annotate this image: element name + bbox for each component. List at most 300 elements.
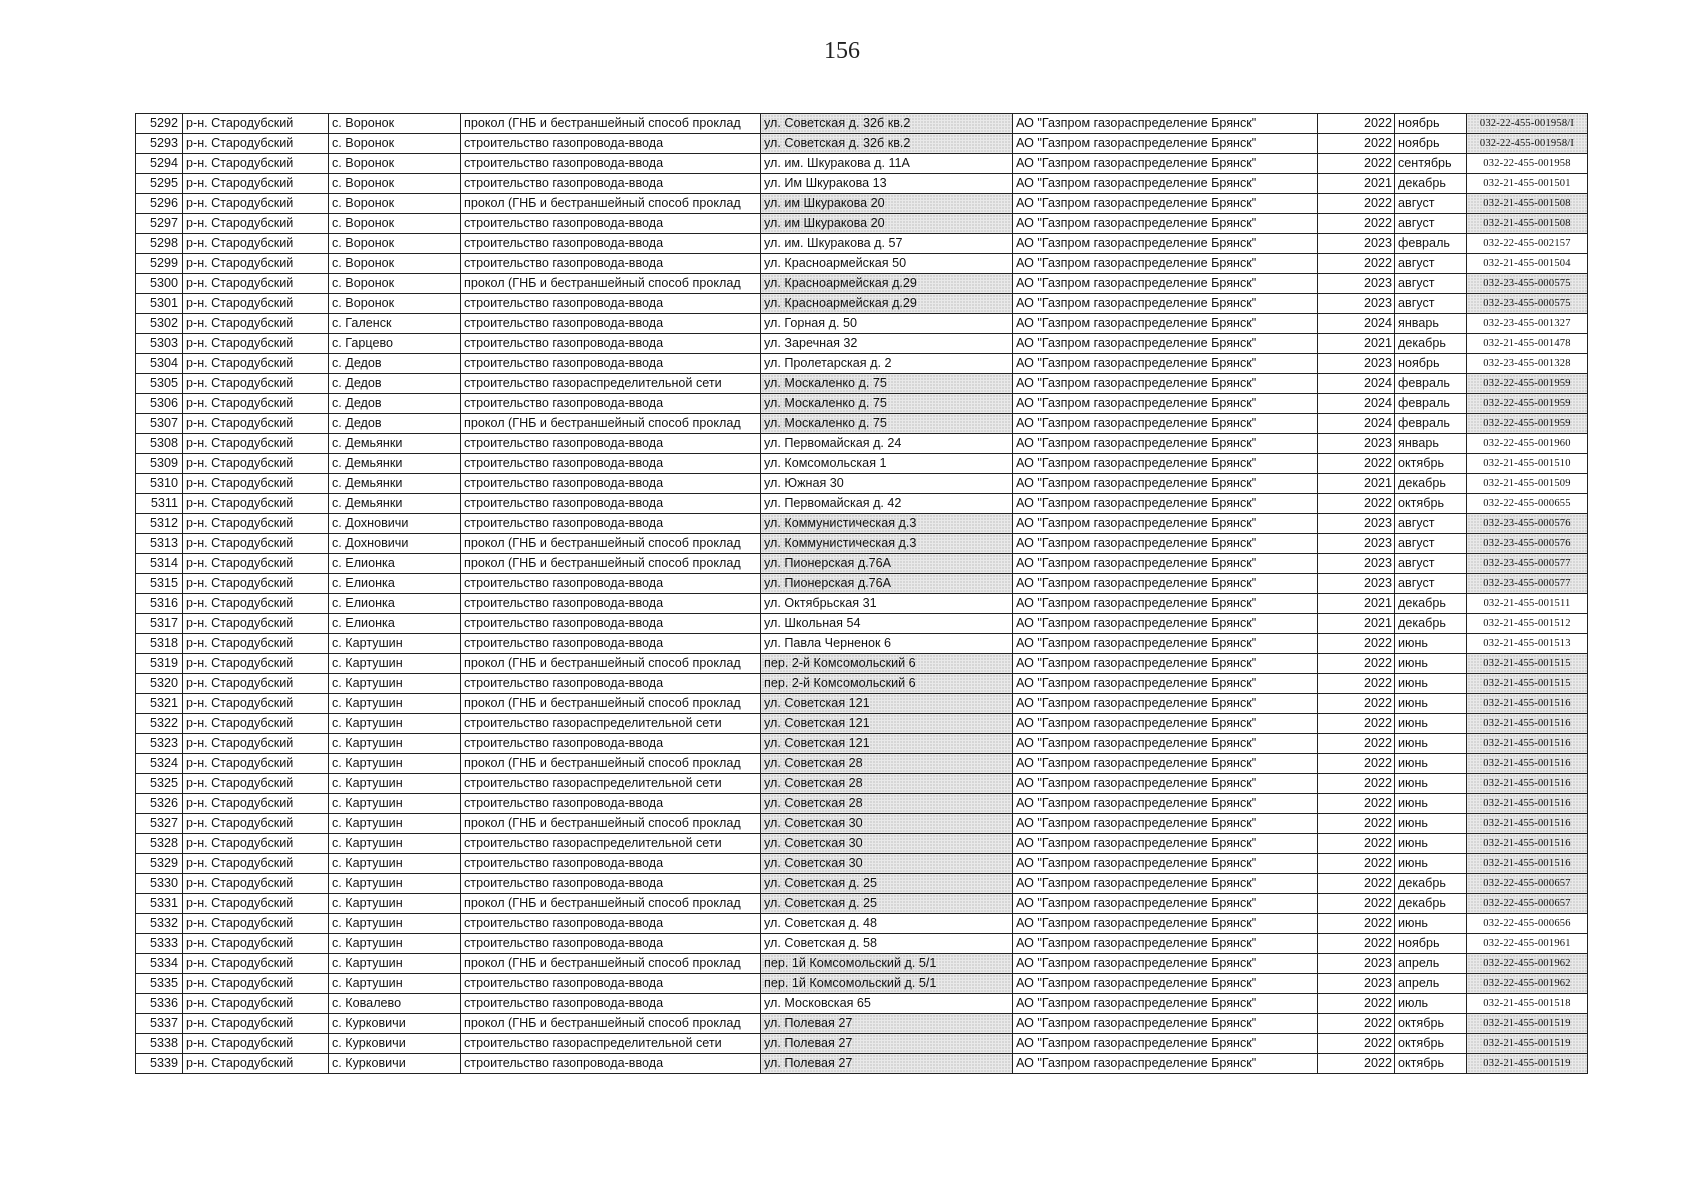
row-number: 5332	[136, 914, 183, 934]
row-number: 5337	[136, 1014, 183, 1034]
company-cell: АО "Газпром газораспределение Брянск"	[1013, 214, 1318, 234]
district-cell: р-н. Стародубский	[183, 274, 329, 294]
village-cell: с. Демьянки	[329, 454, 461, 474]
row-number: 5312	[136, 514, 183, 534]
table-row	[136, 534, 1588, 554]
year-cell: 2021	[1318, 474, 1395, 494]
table-row	[136, 314, 1588, 334]
work-type-cell: прокол (ГНБ и бестраншейный способ проклад	[461, 1014, 761, 1034]
village-cell: с. Картушин	[329, 794, 461, 814]
month-cell: август	[1395, 554, 1467, 574]
village-cell: с. Воронок	[329, 134, 461, 154]
code-cell: 032-22-455-001959	[1467, 394, 1588, 414]
month-cell: август	[1395, 254, 1467, 274]
village-cell: с. Демьянки	[329, 474, 461, 494]
month-cell: декабрь	[1395, 594, 1467, 614]
company-cell: АО "Газпром газораспределение Брянск"	[1013, 934, 1318, 954]
code-cell: 032-22-455-000657	[1467, 894, 1588, 914]
month-cell: ноябрь	[1395, 934, 1467, 954]
district-cell: р-н. Стародубский	[183, 354, 329, 374]
code-cell: 032-22-455-001962	[1467, 974, 1588, 994]
table-row	[136, 774, 1588, 794]
month-cell: июнь	[1395, 714, 1467, 734]
work-type-cell: строительство газопровода-ввода	[461, 234, 761, 254]
company-cell: АО "Газпром газораспределение Брянск"	[1013, 134, 1318, 154]
table-row	[136, 894, 1588, 914]
village-cell: с. Картушин	[329, 714, 461, 734]
work-type-cell: строительство газопровода-ввода	[461, 474, 761, 494]
month-cell: октябрь	[1395, 454, 1467, 474]
year-cell: 2021	[1318, 334, 1395, 354]
year-cell: 2022	[1318, 894, 1395, 914]
address-cell: ул. Первомайская д. 42	[761, 494, 1013, 514]
month-cell: июнь	[1395, 694, 1467, 714]
table-row	[136, 234, 1588, 254]
company-cell: АО "Газпром газораспределение Брянск"	[1013, 154, 1318, 174]
district-cell: р-н. Стародубский	[183, 534, 329, 554]
district-cell: р-н. Стародубский	[183, 374, 329, 394]
table-row	[136, 794, 1588, 814]
year-cell: 2023	[1318, 954, 1395, 974]
company-cell: АО "Газпром газораспределение Брянск"	[1013, 974, 1318, 994]
work-type-cell: прокол (ГНБ и бестраншейный способ проклад	[461, 654, 761, 674]
code-cell: 032-21-455-001516	[1467, 714, 1588, 734]
row-number: 5314	[136, 554, 183, 574]
row-number: 5305	[136, 374, 183, 394]
month-cell: ноябрь	[1395, 114, 1467, 134]
village-cell: с. Воронок	[329, 174, 461, 194]
month-cell: июнь	[1395, 754, 1467, 774]
row-number: 5335	[136, 974, 183, 994]
company-cell: АО "Газпром газораспределение Брянск"	[1013, 254, 1318, 274]
village-cell: с. Дедов	[329, 414, 461, 434]
work-type-cell: прокол (ГНБ и бестраншейный способ проклад	[461, 114, 761, 134]
company-cell: АО "Газпром газораспределение Брянск"	[1013, 674, 1318, 694]
month-cell: декабрь	[1395, 874, 1467, 894]
code-cell: 032-23-455-001328	[1467, 354, 1588, 374]
village-cell: с. Картушин	[329, 814, 461, 834]
company-cell: АО "Газпром газораспределение Брянск"	[1013, 554, 1318, 574]
code-cell: 032-22-455-001960	[1467, 434, 1588, 454]
year-cell: 2022	[1318, 874, 1395, 894]
month-cell: декабрь	[1395, 334, 1467, 354]
village-cell: с. Воронок	[329, 294, 461, 314]
district-cell: р-н. Стародубский	[183, 614, 329, 634]
district-cell: р-н. Стародубский	[183, 714, 329, 734]
address-cell: ул. Полевая 27	[761, 1054, 1013, 1074]
month-cell: июль	[1395, 994, 1467, 1014]
month-cell: январь	[1395, 434, 1467, 454]
code-cell: 032-21-455-001516	[1467, 754, 1588, 774]
work-type-cell: строительство газораспределительной сети	[461, 714, 761, 734]
address-cell: ул. Москаленко д. 75	[761, 374, 1013, 394]
work-type-cell: строительство газопровода-ввода	[461, 434, 761, 454]
code-cell: 032-21-455-001478	[1467, 334, 1588, 354]
table-row	[136, 274, 1588, 294]
company-cell: АО "Газпром газораспределение Брянск"	[1013, 314, 1318, 334]
row-number: 5326	[136, 794, 183, 814]
row-number: 5313	[136, 534, 183, 554]
year-cell: 2022	[1318, 1054, 1395, 1074]
row-number: 5311	[136, 494, 183, 514]
address-cell: ул. Советская 28	[761, 774, 1013, 794]
work-type-cell: строительство газопровода-ввода	[461, 314, 761, 334]
code-cell: 032-21-455-001515	[1467, 654, 1588, 674]
village-cell: с. Картушин	[329, 894, 461, 914]
company-cell: АО "Газпром газораспределение Брянск"	[1013, 434, 1318, 454]
district-cell: р-н. Стародубский	[183, 734, 329, 754]
code-cell: 032-21-455-001511	[1467, 594, 1588, 614]
table-row	[136, 354, 1588, 374]
year-cell: 2024	[1318, 394, 1395, 414]
code-cell: 032-21-455-001516	[1467, 854, 1588, 874]
table-row	[136, 114, 1588, 134]
district-cell: р-н. Стародубский	[183, 634, 329, 654]
table-row	[136, 374, 1588, 394]
year-cell: 2022	[1318, 154, 1395, 174]
village-cell: с. Картушин	[329, 654, 461, 674]
work-type-cell: строительство газопровода-ввода	[461, 614, 761, 634]
village-cell: с. Курковичи	[329, 1034, 461, 1054]
code-cell: 032-21-455-001515	[1467, 674, 1588, 694]
table-row	[136, 834, 1588, 854]
village-cell: с. Воронок	[329, 274, 461, 294]
village-cell: с. Воронок	[329, 254, 461, 274]
row-number: 5320	[136, 674, 183, 694]
company-cell: АО "Газпром газораспределение Брянск"	[1013, 994, 1318, 1014]
work-type-cell: строительство газопровода-ввода	[461, 454, 761, 474]
table-row	[136, 494, 1588, 514]
month-cell: июнь	[1395, 634, 1467, 654]
table-row	[136, 214, 1588, 234]
company-cell: АО "Газпром газораспределение Брянск"	[1013, 194, 1318, 214]
row-number: 5324	[136, 754, 183, 774]
work-type-cell: прокол (ГНБ и бестраншейный способ проклад	[461, 274, 761, 294]
code-cell: 032-21-455-001516	[1467, 774, 1588, 794]
code-cell: 032-22-455-000657	[1467, 874, 1588, 894]
village-cell: с. Курковичи	[329, 1054, 461, 1074]
table-row	[136, 614, 1588, 634]
month-cell: август	[1395, 194, 1467, 214]
table-row	[136, 994, 1588, 1014]
work-type-cell: строительство газопровода-ввода	[461, 134, 761, 154]
work-type-cell: строительство газопровода-ввода	[461, 394, 761, 414]
year-cell: 2024	[1318, 374, 1395, 394]
year-cell: 2024	[1318, 314, 1395, 334]
month-cell: октябрь	[1395, 1034, 1467, 1054]
year-cell: 2021	[1318, 174, 1395, 194]
work-type-cell: строительство газопровода-ввода	[461, 994, 761, 1014]
month-cell: август	[1395, 574, 1467, 594]
company-cell: АО "Газпром газораспределение Брянск"	[1013, 394, 1318, 414]
month-cell: август	[1395, 274, 1467, 294]
table-row	[136, 514, 1588, 534]
row-number: 5318	[136, 634, 183, 654]
row-number: 5301	[136, 294, 183, 314]
month-cell: август	[1395, 214, 1467, 234]
company-cell: АО "Газпром газораспределение Брянск"	[1013, 1034, 1318, 1054]
code-cell: 032-21-455-001509	[1467, 474, 1588, 494]
company-cell: АО "Газпром газораспределение Брянск"	[1013, 654, 1318, 674]
year-cell: 2022	[1318, 134, 1395, 154]
work-type-cell: строительство газопровода-ввода	[461, 494, 761, 514]
village-cell: с. Елионка	[329, 594, 461, 614]
district-cell: р-н. Стародубский	[183, 994, 329, 1014]
code-cell: 032-21-455-001512	[1467, 614, 1588, 634]
row-number: 5293	[136, 134, 183, 154]
table-row	[136, 754, 1588, 774]
district-cell: р-н. Стародубский	[183, 174, 329, 194]
row-number: 5327	[136, 814, 183, 834]
month-cell: июнь	[1395, 834, 1467, 854]
company-cell: АО "Газпром газораспределение Брянск"	[1013, 454, 1318, 474]
month-cell: апрель	[1395, 974, 1467, 994]
address-cell: ул. Советская 30	[761, 834, 1013, 854]
row-number: 5334	[136, 954, 183, 974]
address-cell: ул. Коммунистическая д.3	[761, 514, 1013, 534]
district-cell: р-н. Стародубский	[183, 334, 329, 354]
address-cell: ул. Советская 30	[761, 854, 1013, 874]
year-cell: 2022	[1318, 494, 1395, 514]
address-cell: пер. 1й Комсомольский д. 5/1	[761, 954, 1013, 974]
code-cell: 032-21-455-001508	[1467, 194, 1588, 214]
village-cell: с. Елионка	[329, 554, 461, 574]
row-number: 5329	[136, 854, 183, 874]
table-row	[136, 334, 1588, 354]
code-cell: 032-21-455-001516	[1467, 794, 1588, 814]
district-cell: р-н. Стародубский	[183, 554, 329, 574]
address-cell: ул. Москаленко д. 75	[761, 394, 1013, 414]
year-cell: 2023	[1318, 514, 1395, 534]
work-type-cell: строительство газопровода-ввода	[461, 794, 761, 814]
address-cell: ул. Москаленко д. 75	[761, 414, 1013, 434]
month-cell: июнь	[1395, 654, 1467, 674]
page-number: 156	[824, 38, 860, 64]
village-cell: с. Картушин	[329, 754, 461, 774]
code-cell: 032-22-455-001961	[1467, 934, 1588, 954]
row-number: 5304	[136, 354, 183, 374]
month-cell: февраль	[1395, 374, 1467, 394]
code-cell: 032-21-455-001519	[1467, 1054, 1588, 1074]
table-row	[136, 174, 1588, 194]
company-cell: АО "Газпром газораспределение Брянск"	[1013, 574, 1318, 594]
address-cell: ул. Комсомольская 1	[761, 454, 1013, 474]
company-cell: АО "Газпром газораспределение Брянск"	[1013, 494, 1318, 514]
table-row	[136, 694, 1588, 714]
district-cell: р-н. Стародубский	[183, 914, 329, 934]
month-cell: январь	[1395, 314, 1467, 334]
work-type-cell: строительство газопровода-ввода	[461, 214, 761, 234]
month-cell: июнь	[1395, 814, 1467, 834]
row-number: 5339	[136, 1054, 183, 1074]
work-type-cell: прокол (ГНБ и бестраншейный способ проклад	[461, 534, 761, 554]
year-cell: 2023	[1318, 534, 1395, 554]
address-cell: ул. Павла Черненок 6	[761, 634, 1013, 654]
row-number: 5298	[136, 234, 183, 254]
village-cell: с. Дохновичи	[329, 514, 461, 534]
work-type-cell: прокол (ГНБ и бестраншейный способ проклад	[461, 814, 761, 834]
row-number: 5292	[136, 114, 183, 134]
address-cell: ул. Советская 121	[761, 694, 1013, 714]
row-number: 5323	[136, 734, 183, 754]
year-cell: 2023	[1318, 294, 1395, 314]
code-cell: 032-22-455-001959	[1467, 374, 1588, 394]
village-cell: с. Воронок	[329, 154, 461, 174]
row-number: 5336	[136, 994, 183, 1014]
district-cell: р-н. Стародубский	[183, 414, 329, 434]
company-cell: АО "Газпром газораспределение Брянск"	[1013, 854, 1318, 874]
district-cell: р-н. Стародубский	[183, 834, 329, 854]
company-cell: АО "Газпром газораспределение Брянск"	[1013, 814, 1318, 834]
table-row	[136, 414, 1588, 434]
work-type-cell: строительство газопровода-ввода	[461, 974, 761, 994]
address-cell: ул. Советская д. 32б кв.2	[761, 134, 1013, 154]
address-cell: ул. Советская 28	[761, 794, 1013, 814]
village-cell: с. Дедов	[329, 354, 461, 374]
year-cell: 2022	[1318, 714, 1395, 734]
address-cell: ул. Красноармейская д.29	[761, 294, 1013, 314]
table-row	[136, 814, 1588, 834]
district-cell: р-н. Стародубский	[183, 194, 329, 214]
row-number: 5307	[136, 414, 183, 434]
year-cell: 2023	[1318, 574, 1395, 594]
address-cell: пер. 1й Комсомольский д. 5/1	[761, 974, 1013, 994]
row-number: 5338	[136, 1034, 183, 1054]
code-cell: 032-22-455-001959	[1467, 414, 1588, 434]
company-cell: АО "Газпром газораспределение Брянск"	[1013, 274, 1318, 294]
year-cell: 2022	[1318, 634, 1395, 654]
district-cell: р-н. Стародубский	[183, 894, 329, 914]
month-cell: февраль	[1395, 234, 1467, 254]
row-number: 5299	[136, 254, 183, 274]
district-cell: р-н. Стародубский	[183, 214, 329, 234]
address-cell: ул. им Шкуракова 20	[761, 214, 1013, 234]
table-row	[136, 714, 1588, 734]
row-number: 5294	[136, 154, 183, 174]
work-type-cell: прокол (ГНБ и бестраншейный способ проклад	[461, 694, 761, 714]
row-number: 5321	[136, 694, 183, 714]
month-cell: февраль	[1395, 394, 1467, 414]
code-cell: 032-21-455-001518	[1467, 994, 1588, 1014]
district-cell: р-н. Стародубский	[183, 674, 329, 694]
district-cell: р-н. Стародубский	[183, 854, 329, 874]
company-cell: АО "Газпром газораспределение Брянск"	[1013, 1054, 1318, 1074]
work-type-cell: строительство газопровода-ввода	[461, 354, 761, 374]
work-type-cell: строительство газопровода-ввода	[461, 294, 761, 314]
month-cell: февраль	[1395, 414, 1467, 434]
row-number: 5306	[136, 394, 183, 414]
address-cell: ул. Пионерская д.76А	[761, 574, 1013, 594]
company-cell: АО "Газпром газораспределение Брянск"	[1013, 594, 1318, 614]
work-type-cell: строительство газопровода-ввода	[461, 674, 761, 694]
district-cell: р-н. Стародубский	[183, 1014, 329, 1034]
work-type-cell: строительство газопровода-ввода	[461, 854, 761, 874]
year-cell: 2022	[1318, 114, 1395, 134]
year-cell: 2022	[1318, 734, 1395, 754]
district-cell: р-н. Стародубский	[183, 434, 329, 454]
table-row	[136, 914, 1588, 934]
month-cell: октябрь	[1395, 1014, 1467, 1034]
month-cell: декабрь	[1395, 894, 1467, 914]
table-row	[136, 634, 1588, 654]
address-cell: ул. Полевая 27	[761, 1034, 1013, 1054]
address-cell: ул. им. Шкуракова д. 57	[761, 234, 1013, 254]
year-cell: 2022	[1318, 774, 1395, 794]
district-cell: р-н. Стародубский	[183, 814, 329, 834]
work-type-cell: строительство газопровода-ввода	[461, 1054, 761, 1074]
row-number: 5303	[136, 334, 183, 354]
year-cell: 2023	[1318, 274, 1395, 294]
address-cell: ул. Советская 30	[761, 814, 1013, 834]
company-cell: АО "Газпром газораспределение Брянск"	[1013, 634, 1318, 654]
table-row	[136, 1054, 1588, 1074]
table-row	[136, 194, 1588, 214]
district-cell: р-н. Стародубский	[183, 794, 329, 814]
district-cell: р-н. Стародубский	[183, 254, 329, 274]
address-cell: ул. Первомайская д. 24	[761, 434, 1013, 454]
district-cell: р-н. Стародубский	[183, 754, 329, 774]
year-cell: 2022	[1318, 1034, 1395, 1054]
table-row	[136, 734, 1588, 754]
company-cell: АО "Газпром газораспределение Брянск"	[1013, 694, 1318, 714]
code-cell: 032-21-455-001516	[1467, 834, 1588, 854]
code-cell: 032-21-455-001501	[1467, 174, 1588, 194]
work-type-cell: прокол (ГНБ и бестраншейный способ проклад	[461, 754, 761, 774]
address-cell: ул. Полевая 27	[761, 1014, 1013, 1034]
row-number: 5315	[136, 574, 183, 594]
year-cell: 2022	[1318, 254, 1395, 274]
year-cell: 2023	[1318, 354, 1395, 374]
company-cell: АО "Газпром газораспределение Брянск"	[1013, 334, 1318, 354]
table-row	[136, 594, 1588, 614]
year-cell: 2022	[1318, 794, 1395, 814]
table-row	[136, 134, 1588, 154]
code-cell: 032-22-455-001962	[1467, 954, 1588, 974]
district-cell: р-н. Стародубский	[183, 774, 329, 794]
year-cell: 2022	[1318, 694, 1395, 714]
address-cell: ул. Школьная 54	[761, 614, 1013, 634]
table-row	[136, 874, 1588, 894]
village-cell: с. Воронок	[329, 114, 461, 134]
table-row	[136, 954, 1588, 974]
district-cell: р-н. Стародубский	[183, 154, 329, 174]
village-cell: с. Воронок	[329, 214, 461, 234]
village-cell: с. Картушин	[329, 874, 461, 894]
address-cell: ул. Заречная 32	[761, 334, 1013, 354]
work-type-cell: строительство газопровода-ввода	[461, 574, 761, 594]
month-cell: август	[1395, 514, 1467, 534]
work-type-cell: строительство газопровода-ввода	[461, 634, 761, 654]
work-type-cell: строительство газораспределительной сети	[461, 374, 761, 394]
code-cell: 032-23-455-000577	[1467, 554, 1588, 574]
district-cell: р-н. Стародубский	[183, 114, 329, 134]
code-cell: 032-23-455-000576	[1467, 514, 1588, 534]
year-cell: 2023	[1318, 234, 1395, 254]
code-cell: 032-21-455-001504	[1467, 254, 1588, 274]
row-number: 5328	[136, 834, 183, 854]
year-cell: 2022	[1318, 934, 1395, 954]
address-cell: ул. Пролетарская д. 2	[761, 354, 1013, 374]
month-cell: сентябрь	[1395, 154, 1467, 174]
village-cell: с. Картушин	[329, 854, 461, 874]
code-cell: 032-22-455-000656	[1467, 914, 1588, 934]
year-cell: 2021	[1318, 594, 1395, 614]
month-cell: июнь	[1395, 914, 1467, 934]
code-cell: 032-21-455-001510	[1467, 454, 1588, 474]
table-row	[136, 394, 1588, 414]
company-cell: АО "Газпром газораспределение Брянск"	[1013, 714, 1318, 734]
village-cell: с. Ковалево	[329, 994, 461, 1014]
